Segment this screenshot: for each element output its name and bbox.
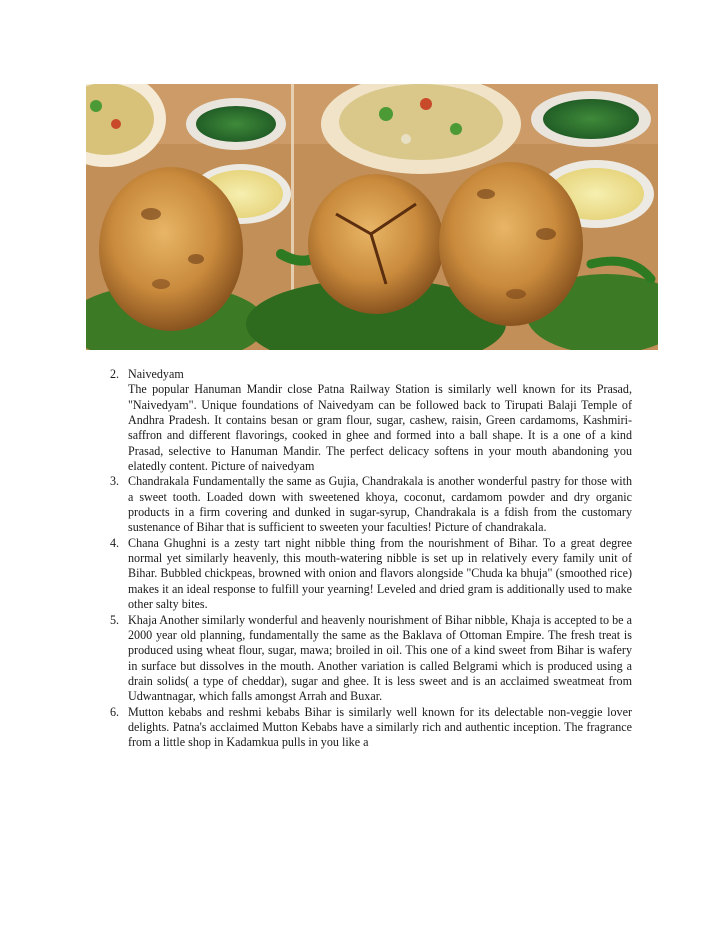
item-body: Mutton kebabs and reshmi kebabs Bihar is similarly well known for its delectable non-veggie lover delights. Patna's acclaimed Mutton Kebabs have a similarly rich and authentic inception. The fragrance from a little shop in Kadamkua pulls in you like a [128, 704, 632, 750]
item-title: Naivedyam [128, 367, 184, 381]
list-item [110, 474, 632, 535]
list-item [110, 613, 632, 705]
list-number: 5. [110, 612, 120, 627]
item-body: Chandrakala Fundamentally the same as Gujia, Chandrakala is another wonderful pastry for those with a sweet tooth. Loaded down with sweetened khoya, coconut, cardamom powder and dry organic products in a firm covering and dunked in sugar-syrup, Chandrakala is a fdish from the customary sustenance of Bihar that is sufficient to sweeten your faculties! Picture of chandrakala. [128, 474, 632, 535]
food-list [110, 367, 632, 751]
list-number: 4. [110, 535, 120, 550]
list-number: 3. [110, 474, 120, 489]
list-item [110, 367, 632, 474]
list-item [110, 536, 632, 613]
item-body: The popular Hanuman Mandir close Patna Railway Station is similarly well known for its Prasad, "Naivedyam". Unique foundations of Naivedyam can be followed back to Tirupati Balaji Temple of Andhra Pradesh. It contains besan or gram flour, sugar, cashew, raisin, Green cardamoms, Kashmiri-saffron and different flavorings, cooked in ghee and formed into a ball shape. It is a one of a kind Prasad, selective to Hanuman Mandir. The perfect delicacy softens in your mouth abandoning you elatedly content. Picture of naivedyam [128, 382, 632, 474]
food-photo-icon [86, 84, 658, 350]
list-number: 2. [110, 367, 120, 381]
list-item [110, 705, 632, 751]
food-photo [86, 84, 658, 350]
list-number: 6. [110, 704, 120, 719]
item-body: Khaja Another similarly wonderful and heavenly nourishment of Bihar nibble, Khaja is accepted to be a 2000 year old planning, fundamentally the same as the Baklava of Ottoman Empire. The fresh treat is produced using wheat flour, sugar, mawa; broiled in oil. This one of a kind sweet from Bihar is wafery in surface but dissolves in the mouth. Another variation is called Belgrami which is produced using a drain solids( a type of cheddar), sugar and ghee. It is less sweet and is an acclaimed sweatmeat from Udwantnagar, which falls amongst Arrah and Buxar. [128, 612, 632, 704]
item-body: Chana Ghughni is a zesty tart night nibble thing from the nourishment of Bihar. To a great degree normal yet similarly heavenly, this mouth-watering nibble is set up in relatively every family unit of Bihar. Bubbled chickpeas, browned with onion and flavors alongside "Chuda ka bhuja" (smoothed rice) makes it an ideal response to fulfill your yearning! Leveled and dried gram is additionally used to make other salty bites. [128, 535, 632, 612]
